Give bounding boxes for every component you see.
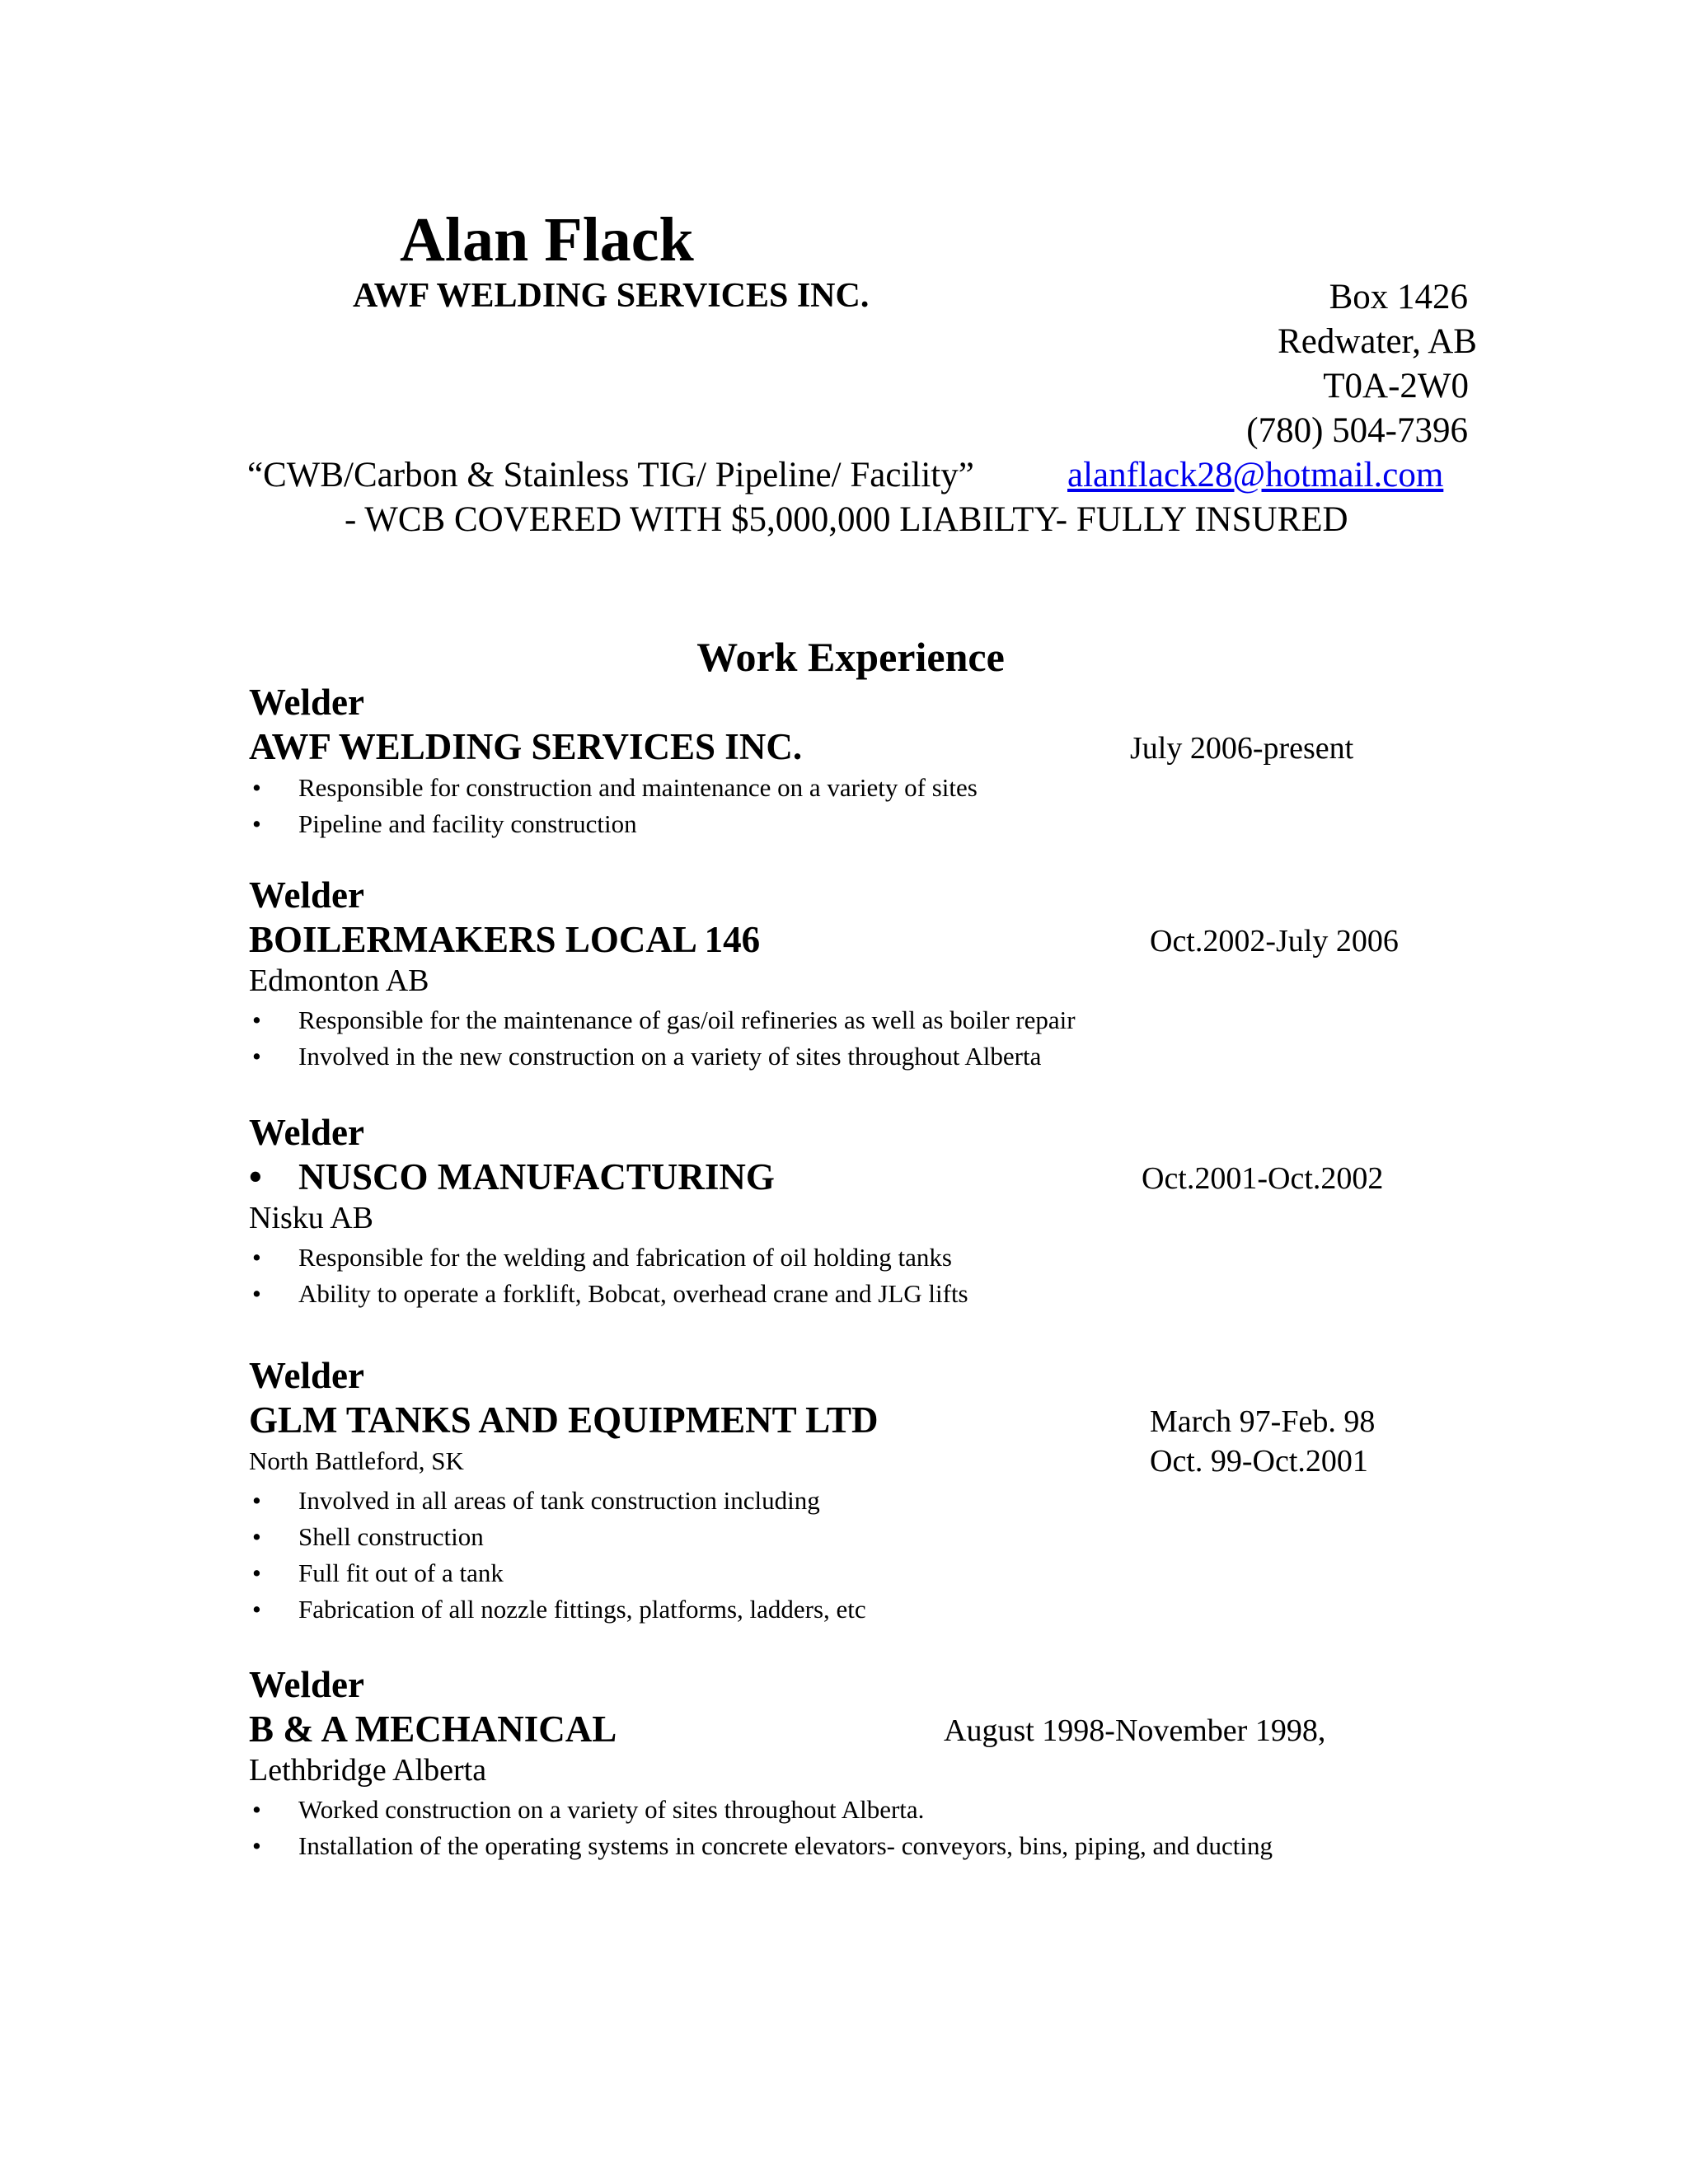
job-dates: Oct.2002-July 2006 [1150,924,1399,958]
list-item [249,1038,1076,1075]
bullet-icon: • [252,1243,261,1272]
list-item [249,1828,1273,1864]
bullet-icon: • [252,809,261,838]
job-bullets [249,1483,866,1628]
bullet-icon: • [252,1595,261,1624]
job-location: Nisku AB [249,1201,373,1235]
section-title-text: Work Experience [696,634,1005,680]
job-location: Edmonton AB [249,963,429,998]
bullet-icon: • [252,1522,261,1551]
bullet-text: Fabrication of all nozzle fittings, platforms, ladders, etc [298,1595,866,1624]
bullet-text: Involved in the new construction on a variety of sites throughout Alberta [298,1042,1042,1071]
bullet-icon: • [249,1156,262,1197]
job-dates-secondary: Oct. 99-Oct.2001 [1150,1444,1368,1479]
list-item [249,1591,866,1628]
job-title: Welder [249,1664,364,1705]
insurance-statement: - WCB COVERED WITH $5,000,000 LIABILTY- FULLY INSURED [345,500,1348,539]
list-item [249,1002,1076,1038]
bullet-icon: • [252,1831,261,1860]
job-bullets [249,1240,968,1312]
address-line-1: Box 1426 [1329,278,1468,316]
job-dates: August 1998-November 1998, [944,1713,1326,1748]
bullet-icon: • [252,1042,261,1071]
bullet-icon: • [252,1795,261,1824]
list-item [249,806,978,842]
job-title: Welder [249,1112,364,1153]
bullet-text: Pipeline and facility construction [298,809,637,838]
job-bullets [249,1002,1076,1075]
job-title: Welder [249,874,364,916]
job-company: NUSCO MANUFACTURING [298,1156,775,1197]
list-item [249,1240,968,1276]
job-dates: Oct.2001-Oct.2002 [1142,1161,1384,1196]
job-company: GLM TANKS AND EQUIPMENT LTD [249,1399,879,1441]
bullet-text: Full fit out of a tank [298,1558,504,1587]
job-title: Welder [249,682,364,723]
section-title-work-experience [0,633,1688,681]
bullet-text: Installation of the operating systems in concrete elevators- conveyors, bins, piping, and ducting [298,1831,1273,1860]
bullet-icon: • [252,1005,261,1034]
bullet-text: Responsible for the welding and fabrication of oil holding tanks [298,1243,952,1272]
list-item [249,770,978,806]
job-company: B & A MECHANICAL [249,1708,617,1750]
list-item [249,1555,866,1591]
resume-name: Alan Flack [400,205,694,274]
address-line-3: T0A-2W0 [1323,367,1469,405]
bullet-text: Responsible for construction and maintenance on a variety of sites [298,773,978,802]
bullet-text: Worked construction on a variety of sites throughout Alberta. [298,1795,925,1824]
job-company: BOILERMAKERS LOCAL 146 [249,919,761,960]
bullet-icon: • [252,1486,261,1515]
job-dates: July 2006-present [1130,731,1354,766]
header-company: AWF WELDING SERVICES INC. [353,277,870,315]
job-dates: March 97-Feb. 98 [1150,1404,1376,1439]
email-link[interactable]: alanflack28@hotmail.com [1067,456,1444,494]
tagline: “CWB/Carbon & Stainless TIG/ Pipeline/ Facility” [247,456,974,494]
bullet-icon: • [252,773,261,802]
bullet-text: Ability to operate a forklift, Bobcat, overhead crane and JLG lifts [298,1279,968,1308]
bullet-text: Shell construction [298,1522,484,1551]
list-item [249,1519,866,1555]
job-bullets [249,1792,1273,1864]
job-location: Lethbridge Alberta [249,1753,487,1788]
job-bullets [249,770,978,842]
address-line-2: Redwater, AB [1278,322,1477,361]
job-company: AWF WELDING SERVICES INC. [249,726,803,767]
job-title: Welder [249,1355,364,1396]
bullet-icon: • [252,1279,261,1308]
bullet-icon: • [252,1558,261,1587]
list-item [249,1276,968,1312]
list-item [249,1483,866,1519]
bullet-text: Responsible for the maintenance of gas/oil refineries as well as boiler repair [298,1005,1076,1034]
phone-number: (780) 504-7396 [1246,411,1468,450]
bullet-text: Involved in all areas of tank construction including [298,1486,820,1515]
job-location: North Battleford, SK [249,1446,464,1475]
list-item [249,1792,1273,1828]
